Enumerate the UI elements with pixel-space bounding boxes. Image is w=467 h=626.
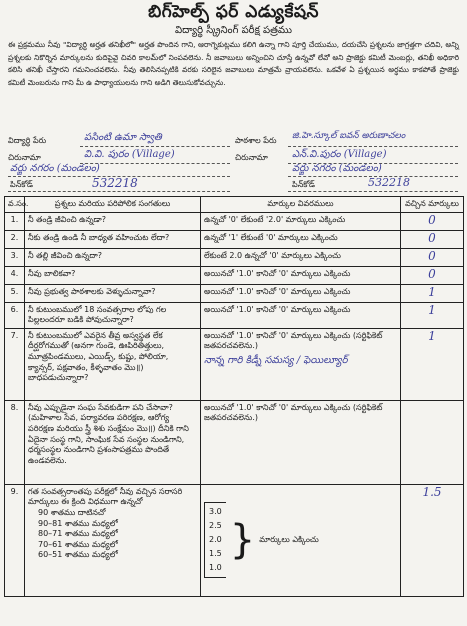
- range-item: 70–61 శాతము మధ్యలో: [38, 539, 118, 549]
- table-row: [5, 248, 464, 266]
- mandal-value-1: వర్జు నగరం (మండలం): [10, 163, 100, 174]
- handwritten-note: నాన్న గారి కిడ్నీ సమస్య / ఫెయిల్యూర్: [204, 354, 348, 366]
- row-number: 2.: [5, 230, 25, 248]
- form-subtitle: విద్యార్థి స్క్రీనింగ్ పరీక్ష పత్రము: [175, 25, 292, 36]
- col-header-question: ప్రశ్నలు మరియు పరిపోలిక సంగతులు: [25, 197, 201, 213]
- address-label: చిరునామా: [8, 153, 41, 162]
- row-score: [401, 400, 464, 484]
- address-value-2: ఎన్.వి.పురం (Village): [292, 149, 387, 160]
- row-question: నీవు ప్రభుత్వ పాఠశాలకు వెళ్ళుచున్నావా?: [25, 284, 201, 302]
- range-item: 90–81 శాతము మధ్యలో: [38, 518, 118, 528]
- row-marks-detail: లేకుంటే 2.0 ఉన్నచో '0' మార్కులు ఎక్కించు: [201, 248, 401, 266]
- school-name-line: [288, 146, 458, 147]
- row-marks-detail: ఉన్నచో '0' లేకుంటే '2.0' మార్కులు ఎక్కించు: [201, 212, 401, 230]
- row-marks-detail: అయినచో '1.0' కానిచో '0' మార్కులు ఎక్కించు: [201, 266, 401, 284]
- row-question-text: గత సంవత్సరాంతపు పరీక్షలో నీవు వచ్చిన సరాసరి మార్కులు ఈ క్రింది విధముగా ఉన్నచో: [28, 486, 183, 507]
- address-value-1: వి.వి. పురం (Village): [84, 149, 175, 160]
- row-number: 6.: [5, 302, 25, 328]
- row-marks-detail: అయినచో '1.0' కానిచో '0' మార్కులు ఎక్కించు: [201, 284, 401, 302]
- address-line-1: [80, 163, 230, 164]
- table-row: [5, 400, 464, 484]
- row-question: నీ కుటుంబములో ఎవరైన తీవ్ర అస్వస్థత లేక దీర్ఘరోగముతో (అనగా గుండె, ఊపిరితిత్తులు, మూత్రపిండములు, ఎయిడ్స్, కుష్టు, పోలియా, క్యాన్సర్, పక్షవాతం, కీళ్ళవాతం మొ॥) బాధపడుచున్నారా?: [25, 328, 201, 400]
- table-row: [5, 484, 464, 596]
- row-number: 5.: [5, 284, 25, 302]
- table-row: [5, 302, 464, 328]
- row-question: నీవు బాలికవా?: [25, 266, 201, 284]
- row-question: నీ తల్లి జీవించి ఉన్నదా?: [25, 248, 201, 266]
- mark-value: 3.0: [209, 507, 222, 517]
- marks-values: [204, 502, 226, 578]
- marks-instruction: మార్కులు ఎక్కించు: [259, 534, 319, 544]
- row-number: 9.: [5, 484, 25, 596]
- row-question: నీ తండ్రి జీవించి ఉన్నడా?: [25, 212, 201, 230]
- school-name-value: జి.హె.స్కూల్ ఐవన్ అరుణాచలం: [292, 131, 406, 141]
- table-row: [5, 230, 464, 248]
- pincode-line-1: [8, 191, 230, 192]
- student-name-line: [80, 146, 230, 147]
- row-marks-detail: [201, 328, 401, 400]
- row-question: నీవు ఎప్పుడైనా సంఘ సేవకుడిగా పని చేసావా? (మహిళాల సేవ, పర్యావరణ పరిరక్షణ, ఆరోగ్య పరిరక్షణ మరియు స్త్రీ శిశు సంక్షేమం మొ॥) దీనికి గాని ఏదైనా సంస్థ గాని, సాంఘిక సేవ సంస్థల నుండిగాని, ధర్మసంస్థల నుండిగాని ప్రశంసాపత్రము పొందితే ఉండవలెను.: [25, 400, 201, 484]
- table-row: [5, 266, 464, 284]
- row-score: 1: [401, 284, 464, 302]
- row-marks-text: అయినచో '1.0' కానిచో '0' మార్కులు ఎక్కించు (సర్టిఫికెట్ జతపరచవలెను.): [204, 330, 383, 351]
- school-name-label: పాఠశాల పేరు: [235, 136, 277, 145]
- mark-value: 2.5: [209, 521, 222, 531]
- mark-value: 1.0: [209, 563, 222, 573]
- mandal-value-2: వర్జు నగరం (మండలం): [292, 163, 382, 174]
- row-score: 1.5: [401, 484, 464, 596]
- student-name-value: పసింటి ఉమా స్వాతి: [84, 132, 162, 143]
- form-title: బిగ్‌హెల్ప్ ఫర్ ఎడ్యుకేషన్: [148, 2, 319, 22]
- row-score: 1: [401, 302, 464, 328]
- col-header-no: వ.సం.: [5, 197, 25, 213]
- table-row: [5, 284, 464, 302]
- screening-table: [4, 196, 464, 597]
- row-number: 3.: [5, 248, 25, 266]
- row-marks-detail: ఉన్నచో '1' లేకుంటే '0' మార్కులు ఎక్కించు: [201, 230, 401, 248]
- intro-paragraph: ఈ ప్రక్రమము నీవు "విద్యార్థి అర్హత తనిఖీలో" అర్హత పొందిన గాని, ఆరాగ్నెకుట్లము కలిగి ఉన్నా గాని పూర్తి చేయుము, దయచేసి ప్రశ్నలను జాగ్రత్తగా చదివి, అన్ని ప్రశ్నలకు నికొర్నిన మార్కులను కుదిపైవై చివరి కాలమ్‌లో నింపవలెను. నీ జవాబులు అన్నించిని చూస్తే ఉన్నవో లేవో అని ప్రాజెక్టు కమిటీ మెంబర్లు, తనిఖీ అధికారి కలిసి తనిఖీ చేస్తారని గమనించవలెను. నీవు తెలిసినప్పటికి వరకు సరిలైన జవాబులు మాత్రమే వ్రాయవలెను. ఒకవేళ ఏ ప్రశ్నయిన అర్థము కాకపోతే ప్రాజెక్టు కమిటీ మెంబరును గాని మీ ఉ పాధ్యాయులను గాని అడిగి తెలుసుకోవచ్చును.: [8, 40, 459, 87]
- percentage-range-list: [28, 508, 197, 561]
- row-score: 0: [401, 248, 464, 266]
- col-header-marks-detail: మార్కుల వివరములు: [201, 197, 401, 213]
- range-item: 80–71 శాతము మధ్యలో: [38, 529, 118, 539]
- row-score: 0: [401, 230, 464, 248]
- row-question: నీకు తండ్రి ఉండి నీ బాధ్యత వహించుట లేదా?: [25, 230, 201, 248]
- row-marks-detail: అయినచో '1.0' కానిచో '0' మార్కులు ఎక్కించు (సర్టిఫికెట్ జతపరచవలెను.): [201, 400, 401, 484]
- col-header-score: వచ్చిన మార్కులు: [401, 197, 464, 213]
- pincode-label-1: పిన్‌కోడ్: [10, 180, 33, 189]
- row-number: 4.: [5, 266, 25, 284]
- pincode-value-1: 532218: [92, 176, 138, 190]
- row-score: 1: [401, 328, 464, 400]
- row-score: 0: [401, 212, 464, 230]
- table-row: [5, 328, 464, 400]
- marks-range-box: [204, 502, 397, 578]
- range-item: 60–51 శాతము మధ్యలో: [38, 550, 118, 560]
- brace-icon: }: [229, 517, 256, 564]
- table-header-row: [5, 197, 464, 213]
- table-row: [5, 212, 464, 230]
- row-question: [25, 484, 201, 596]
- row-marks-detail: [201, 484, 401, 596]
- school-address-label: చిరునామా: [235, 153, 268, 162]
- student-name-label: విద్యార్థి పేరు: [8, 136, 47, 145]
- row-question: నీ కుటుంబములో 18 సంవత్సరాల లోపు గల పిల్లలందరూ బడికి పోవుచున్నారా?: [25, 302, 201, 328]
- row-number: 7.: [5, 328, 25, 400]
- row-number: 1.: [5, 212, 25, 230]
- row-score: 0: [401, 266, 464, 284]
- pincode-line-2: [288, 191, 458, 192]
- range-item: 90 శాతము దాటినచో: [38, 507, 106, 517]
- row-marks-detail: అయినచో '1.0' కానిచో '0' మార్కులు ఎక్కించు: [201, 302, 401, 328]
- row-number: 8.: [5, 400, 25, 484]
- mark-value: 2.0: [209, 535, 222, 545]
- mark-value: 1.5: [209, 549, 222, 559]
- pincode-label-2: పిన్‌కోడ్: [292, 180, 315, 189]
- pincode-value-2: 532218: [368, 176, 410, 189]
